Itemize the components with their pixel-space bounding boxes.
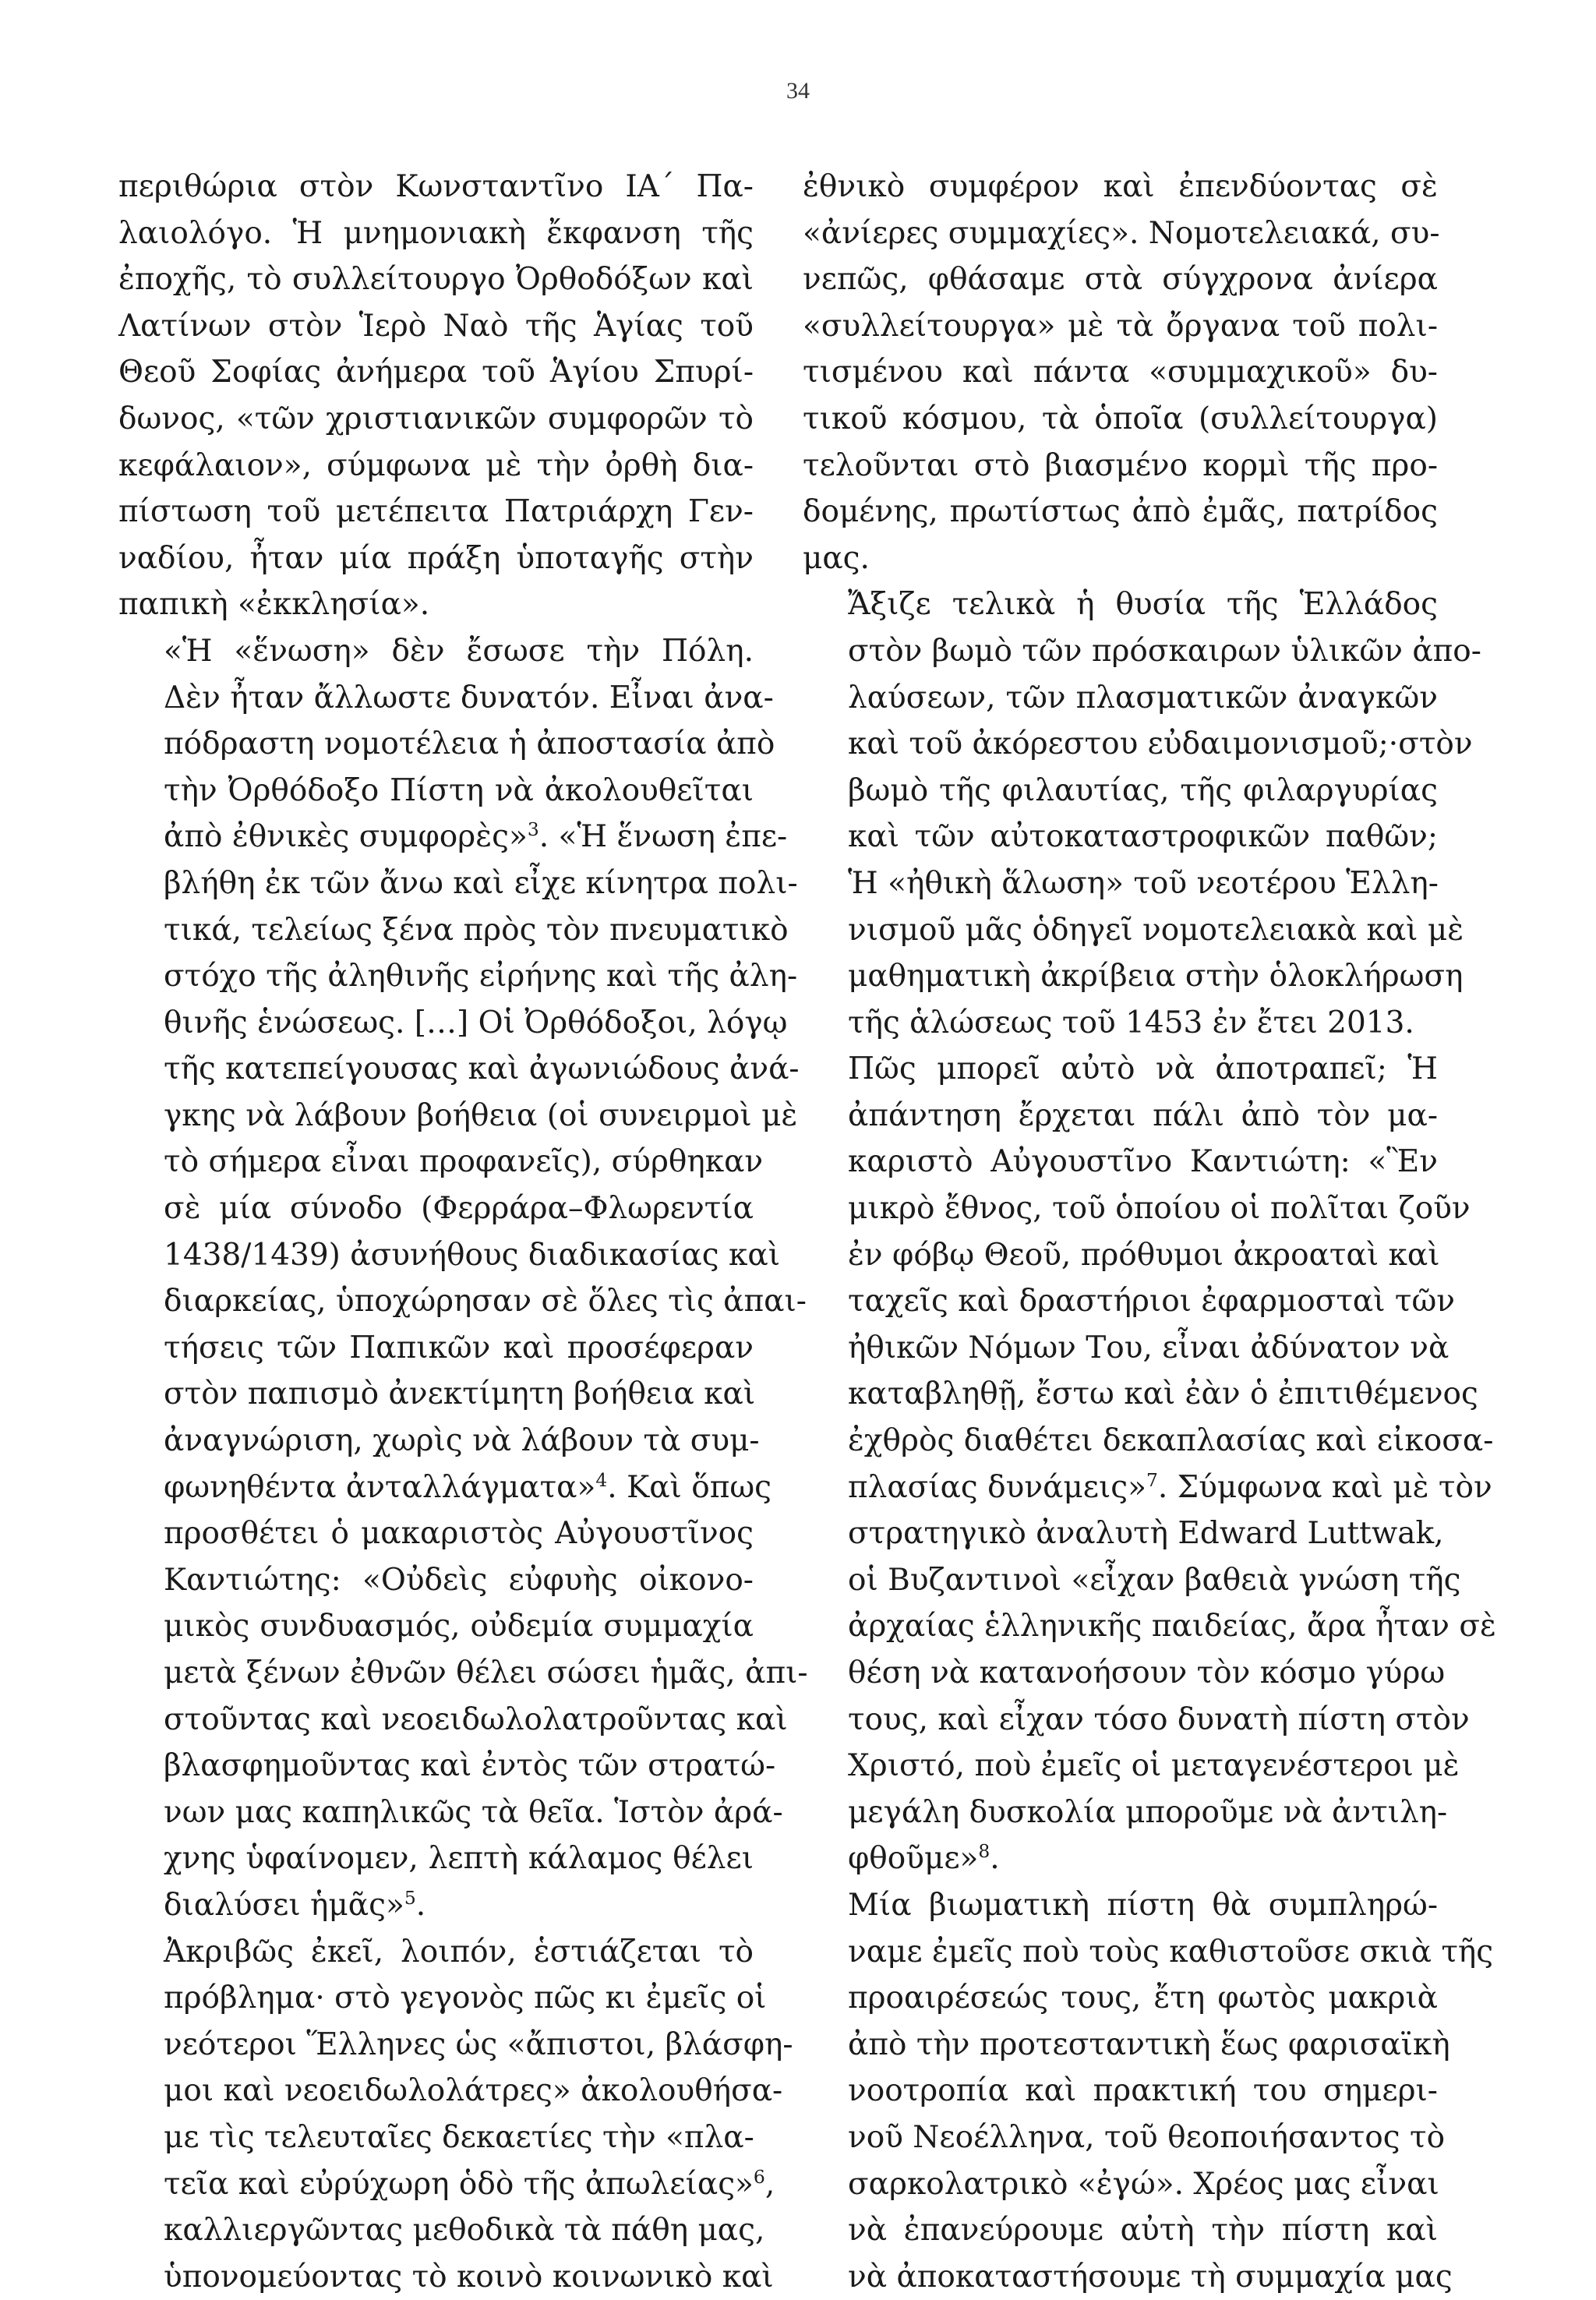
text-line: καὶ τοῦ ἀκόρεστου εὐδαιμονισμοῦ;·στὸν: [848, 726, 1473, 762]
footnote-marker: 4: [595, 1468, 608, 1491]
text-line: πόδραστη νομοτέλεια ἡ ἀποστασία ἀπὸ: [164, 726, 775, 762]
text-line: Ἀκριβῶς ἐκεῖ, λοιπόν, ἑστιάζεται τὸ: [164, 1934, 754, 1970]
text-line: ὑπονομεύοντας τὸ κοινὸ κοινωνικὸ καὶ: [164, 2259, 774, 2295]
footnote-marker: 3: [527, 818, 539, 841]
text-line: γκης νὰ λάβουν βοήθεια (οἱ συνειρμοὶ μὲ: [164, 1097, 798, 1133]
paragraph: [803, 164, 1438, 581]
text-line: οἱ Βυζαντινοὶ «εἶχαν βαθειὰ γνώση τῆς: [848, 1562, 1461, 1598]
text-line: τῆς κατεπείγουσας καὶ ἀγωνιώδους ἀνά-: [164, 1051, 800, 1087]
text-line: βωμὸ τῆς φιλαυτίας, τῆς φιλαργυρίας: [848, 772, 1438, 808]
text-line: ἀπὸ τὴν προτεσταντικὴ ἕως φαρισαϊκὴ: [848, 2026, 1450, 2062]
text-line: διαλύσει ἡμᾶς»$^5$.: [164, 1886, 426, 1923]
text-line: προαιρέσεώς τους, ἔτη φωτὸς μακριὰ: [848, 1980, 1438, 2016]
text-line: με τὶς τελευταῖες δεκαετίες τὴν «πλα-: [164, 2119, 754, 2155]
text-line: «Ἡ «ἕνωση» δὲν ἔσωσε τὴν Πόλη.: [164, 633, 754, 669]
text-line: νὰ ἀποκαταστήσουμε τὴ συμμαχία μας: [848, 2259, 1453, 2295]
text-line: σαρκολατρικὸ «ἐγώ». Χρέος μας εἶναι: [848, 2166, 1439, 2202]
text-line: τὸ σήμερα εἶναι προφανεῖς), σύρθηκαν: [164, 1144, 764, 1180]
text-line: χνης ὑφαίνομεν, λεπτὴ κάλαμος θέλει: [164, 1841, 754, 1877]
paragraph: [803, 1882, 1494, 2300]
text-line: καὶ τῶν αὐτοκαταστροφικῶν παθῶν;: [848, 819, 1438, 855]
text-line: μικὸς συνδυασμός, οὐδεμία συμμαχία: [164, 1609, 754, 1645]
text-line: ἠθικῶν Νόμων Του, εἶναι ἀδύνατον νὰ: [848, 1330, 1449, 1366]
text-line: Θεοῦ Σοφίας ἀνήμερα τοῦ Ἁγίου Σπυρί-: [118, 355, 754, 390]
text-line: μας.: [803, 540, 870, 576]
paragraph: [118, 628, 808, 1929]
text-line: βλασφημοῦντας καὶ ἐντὸς τῶν στρατώ-: [164, 1748, 776, 1784]
text-line: «συλλείτουργα» μὲ τὰ ὄργανα τοῦ πολι-: [803, 308, 1438, 344]
text-line: στὸν παπισμὸ ἀνεκτίμητη βοήθεια καὶ: [164, 1376, 756, 1412]
text-line: παπικὴ «ἐκκλησία».: [118, 587, 430, 623]
text-line: μαθηματικὴ ἀκρίβεια στὴν ὁλοκλήρωση: [848, 959, 1464, 995]
footnote-marker: 8: [978, 1840, 990, 1863]
footnote-marker: 7: [1146, 1468, 1158, 1491]
text-line: τεῖα καὶ εὐρύχωρη ὁδὸ τῆς ἀπωλείας»$^6$,: [164, 2165, 775, 2202]
text-line: νεότεροι Ἕλληνες ὡς «ἄπιστοι, βλάσφη-: [164, 2026, 793, 2062]
text-line: 1438/1439) ἀσυνήθους διαδικασίας καὶ: [164, 1237, 780, 1273]
text-line: περιθώρια στὸν Κωνσταντῖνο ΙΑ΄ Πα-: [118, 169, 754, 204]
text-line: μοι καὶ νεοειδωλολάτρες» ἀκολουθήσα-: [164, 2073, 783, 2109]
text-line: Πῶς μπορεῖ αὐτὸ νὰ ἀποτραπεῖ; Ἡ: [848, 1051, 1438, 1087]
text-line: καριστὸ Αὐγουστῖνο Καντιώτη: «Ἓν: [848, 1144, 1438, 1180]
left-column: [118, 164, 808, 2300]
text-line: τῆς ἁλώσεως τοῦ 1453 ἐν ἔτει 2013.: [848, 1005, 1414, 1040]
text-line: βλήθη ἐκ τῶν ἄνω καὶ εἶχε κίνητρα πολι-: [164, 865, 798, 901]
text-line: τισμένου καὶ πάντα «συμμαχικοῦ» δυ-: [803, 355, 1438, 390]
text-line: τήσεις τῶν Παπικῶν καὶ προσέφεραν: [164, 1330, 754, 1366]
text-line: μικρὸ ἔθνος, τοῦ ὁποίου οἱ πολῖται ζοῦν: [848, 1191, 1471, 1227]
text-line: ναδίου, ἦταν μία πράξη ὑποταγῆς στὴν: [118, 540, 754, 576]
text-line: τικοῦ κόσμου, τὰ ὁποῖα (συλλείτουργα): [803, 401, 1438, 436]
text-line: τικά, τελείως ξένα πρὸς τὸν πνευματικὸ: [164, 912, 789, 948]
text-line: κεφάλαιον», σύμφωνα μὲ τὴν ὀρθὴ δια-: [118, 447, 754, 483]
text-line: καταβληθῇ, ἔστω καὶ ἐὰν ὁ ἐπιτιθέμενος: [848, 1376, 1478, 1412]
text-line: τελοῦνται στὸ βιασμένο κορμὶ τῆς προ-: [803, 447, 1438, 483]
text-line: στρατηγικὸ ἀναλυτὴ Edward Luttwak,: [848, 1516, 1444, 1552]
text-line: νων μας καπηλικῶς τὰ θεῖα. Ἱστὸν ἀρά-: [164, 1794, 783, 1830]
text-line: «ἀνίερες συμμαχίες». Νομοτελειακά, συ-: [803, 215, 1440, 251]
text-line: ἐχθρὸς διαθέτει δεκαπλασίας καὶ εἰκοσα-: [848, 1423, 1494, 1459]
right-column: [803, 164, 1496, 2300]
text-line: ἐθνικὸ συμφέρον καὶ ἐπενδύοντας σὲ: [803, 169, 1438, 204]
text-line: σὲ μία σύνοδο (Φερράρα–Φλωρεντία: [164, 1191, 754, 1227]
text-line: Ἄξιζε τελικὰ ἡ θυσία τῆς Ἑλλάδος: [848, 587, 1438, 623]
paragraph: [118, 164, 754, 628]
text-line: λαύσεων, τῶν πλασματικῶν ἀναγκῶν: [848, 680, 1438, 715]
text-line: θινῆς ἑνώσεως. […] Οἱ Ὀρθόδοξοι, λόγῳ: [164, 1005, 788, 1040]
text-line: ἀπὸ ἐθνικὲς συμφορὲς»$^3$. «Ἡ ἕνωση ἐπε-: [164, 818, 788, 855]
paragraph: [118, 1929, 793, 2300]
paragraph: [803, 581, 1481, 1046]
text-line: Δὲν ἦταν ἄλλωστε δυνατόν. Εἶναι ἀνα-: [164, 680, 774, 715]
footnote-marker: 6: [753, 2165, 765, 2188]
footnote-marker: 5: [404, 1886, 416, 1909]
text-line: ἐποχῆς, τὸ συλλείτουργο Ὀρθοδόξων καὶ: [118, 262, 754, 298]
text-line: Ἡ «ἠθικὴ ἅλωση» τοῦ νεοτέρου Ἑλλη-: [848, 865, 1439, 901]
text-line: ναμε ἐμεῖς ποὺ τοὺς καθιστοῦσε σκιὰ τῆς: [848, 1934, 1494, 1970]
text-line: ἀρχαίας ἑλληνικῆς παιδείας, ἄρα ἦταν σὲ: [848, 1609, 1496, 1645]
text-line: φθοῦμε»$^8$.: [848, 1840, 1000, 1877]
text-line: ἐν φόβῳ Θεοῦ, πρόθυμοι ἀκροαταὶ καὶ: [848, 1237, 1440, 1273]
text-line: μετὰ ξένων ἐθνῶν θέλει σώσει ἡμᾶς, ἀπι-: [164, 1655, 808, 1691]
text-line: νοῦ Νεοέλληνα, τοῦ θεοποιήσαντος τὸ: [848, 2119, 1446, 2155]
paragraph: [803, 1046, 1496, 1882]
text-line: θέση νὰ κατανοήσουν τὸν κόσμο γύρω: [848, 1655, 1446, 1691]
text-line: καλλιεργῶντας μεθοδικὰ τὰ πάθη μας,: [164, 2213, 765, 2249]
text-line: μεγάλη δυσκολία μποροῦμε νὰ ἀντιλη-: [848, 1794, 1448, 1830]
text-line: στόχο τῆς ἀληθινῆς εἰρήνης καὶ τῆς ἀλη-: [164, 959, 798, 995]
page-number: 34: [786, 78, 810, 104]
text-line: νεπῶς, φθάσαμε στὰ σύγχρονα ἀνίερα: [803, 262, 1438, 298]
text-line: Λατίνων στὸν Ἱερὸ Ναὸ τῆς Ἁγίας τοῦ: [118, 308, 754, 344]
text-line: τους, καὶ εἶχαν τόσο δυνατὴ πίστη στὸν: [848, 1701, 1470, 1737]
text-line: νὰ ἐπανεύρουμε αὐτὴ τὴν πίστη καὶ: [848, 2213, 1438, 2249]
text-line: ἀναγνώριση, χωρὶς νὰ λάβουν τὰ συμ-: [164, 1423, 760, 1459]
text-line: στὸν βωμὸ τῶν πρόσκαιρων ὑλικῶν ἀπο-: [848, 633, 1481, 669]
text-line: δομένης, πρωτίστως ἀπὸ ἐμᾶς, πατρίδος: [803, 494, 1438, 530]
text-line: πίστωση τοῦ μετέπειτα Πατριάρχη Γεν-: [118, 494, 754, 530]
text-line: Χριστό, ποὺ ἐμεῖς οἱ μεταγενέστεροι μὲ: [848, 1748, 1460, 1784]
text-line: προσθέτει ὁ μακαριστὸς Αὐγουστῖνος: [164, 1516, 754, 1552]
text-line: νοοτροπία καὶ πρακτική του σημερι-: [848, 2073, 1438, 2109]
text-line: πλασίας δυνάμεις»$^7$. Σύμφωνα καὶ μὲ τὸν: [848, 1468, 1492, 1505]
text-line: νισμοῦ μᾶς ὁδηγεῖ νομοτελειακὰ καὶ μὲ: [848, 912, 1464, 948]
text-line: πρόβλημα· στὸ γεγονὸς πῶς κι ἐμεῖς οἱ: [164, 1980, 767, 2016]
text-line: διαρκείας, ὑποχώρησαν σὲ ὅλες τὶς ἀπαι-: [164, 1284, 807, 1320]
text-line: στοῦντας καὶ νεοειδωλολατροῦντας καὶ: [164, 1701, 788, 1737]
text-line: φωνηθέντα ἀνταλλάγματα»$^4$. Καὶ ὅπως: [164, 1468, 772, 1505]
text-line: Μία βιωματικὴ πίστη θὰ συμπληρώ-: [848, 1887, 1438, 1923]
text-line: ταχεῖς καὶ δραστήριοι ἐφαρμοσταὶ τῶν: [848, 1284, 1456, 1320]
text-line: δωνος, «τῶν χριστιανικῶν συμφορῶν τὸ: [118, 401, 754, 436]
text-line: Καντιώτης: «Οὐδεὶς εὐφυὴς οἰκονο-: [164, 1562, 754, 1598]
text-line: λαιολόγο. Ἡ μνημονιακὴ ἔκφανση τῆς: [118, 215, 754, 251]
text-line: ἀπάντηση ἔρχεται πάλι ἀπὸ τὸν μα-: [848, 1097, 1438, 1133]
text-line: τὴν Ὀρθόδοξο Πίστη νὰ ἀκολουθεῖται: [164, 772, 754, 808]
